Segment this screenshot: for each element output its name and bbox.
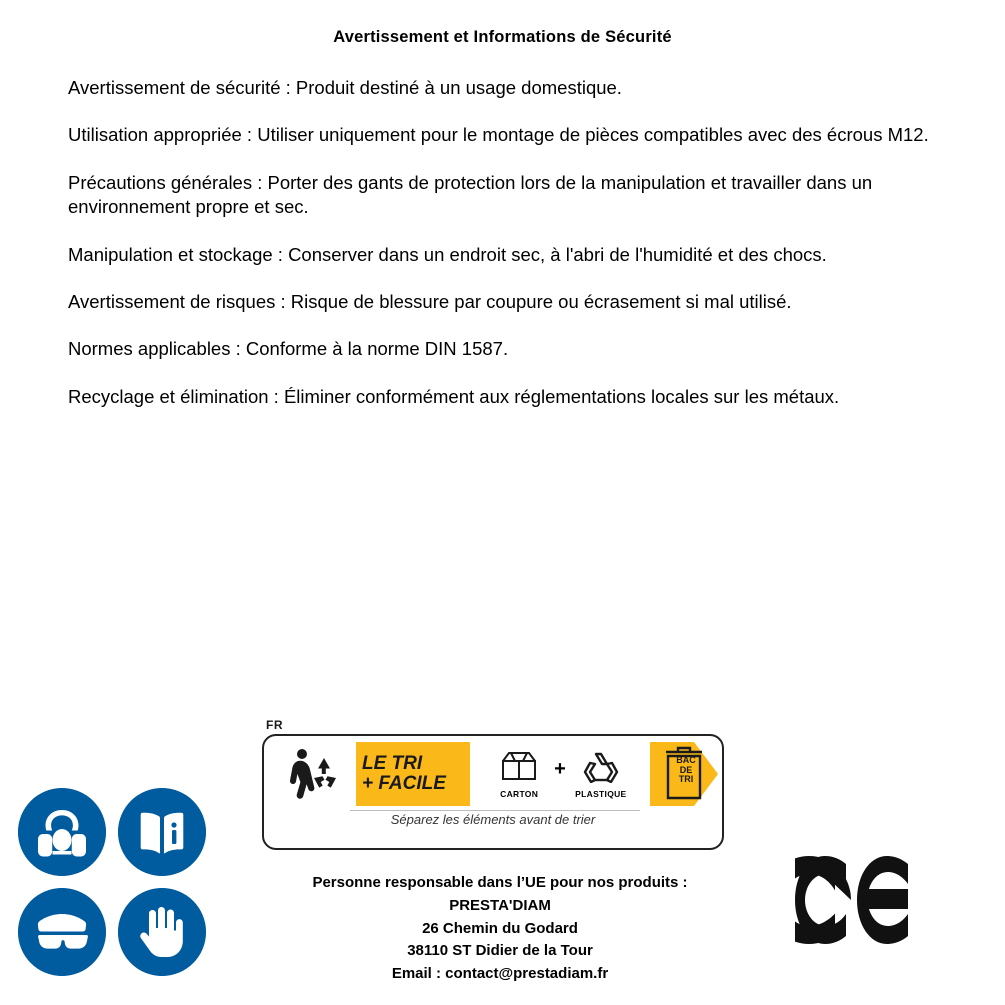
material-item-plastique: [572, 749, 630, 799]
carton-box-icon: [495, 770, 543, 787]
language-tag: FR: [266, 718, 283, 732]
safety-paragraph: Normes applicables : Conforme à la norme DIN 1587.: [68, 338, 509, 360]
safety-paragraph: Utilisation appropriée : Utiliser uniquement pour le montage de pièces compatibles avec des écrous M12.: [68, 124, 929, 146]
slogan-line-1: LE TRI: [362, 753, 423, 775]
ear-protection-icon: [18, 788, 106, 876]
ce-mark-icon: [795, 848, 955, 952]
material-item-carton: [490, 749, 548, 799]
email-line: Email : contact@prestadiam.fr: [391, 965, 609, 983]
slogan-line-2: + FACILE: [362, 773, 446, 794]
triman-box: [262, 734, 724, 850]
responsible-suffix: pour nos produits :: [545, 874, 688, 891]
banner-slogan: [362, 744, 466, 804]
responsible-prefix: Personne responsable dans l’: [312, 874, 526, 891]
responsible-person-block: [200, 872, 800, 986]
ue-abbreviation: UE: [525, 874, 546, 891]
bin-line-1: BAC: [676, 755, 696, 765]
banner-footer-text: Séparez les éléments avant de trier: [390, 812, 596, 827]
responsible-person-line: [200, 872, 800, 895]
safety-text-block: [68, 76, 958, 409]
material-label: CARTON: [500, 789, 539, 799]
page-title: Avertissement et Informations de Sécurité: [333, 28, 672, 46]
address-line-1: 26 Chemin du Godard: [422, 919, 578, 937]
triman-logo-icon: [264, 736, 356, 810]
address-line-2: 38110 ST Didier de la Tour: [407, 942, 593, 960]
bin-line-3: TRI: [678, 774, 694, 785]
hand-protection-icon: [118, 888, 206, 976]
safety-paragraph: Recyclage et élimination : Éliminer conformément aux réglementations locales sur les métaux.: [68, 385, 840, 407]
safety-paragraph: Avertissement de risques : Risque de blessure par coupure ou écrasement si mal utilisé.: [68, 291, 792, 313]
material-label: PLASTIQUE: [575, 789, 627, 799]
safety-paragraph: Avertissement de sécurité : Produit destiné à un usage domestique.: [68, 77, 622, 98]
material-items-panel: [470, 742, 650, 806]
banner-divider: [350, 810, 640, 811]
safety-paragraph: Manipulation et stockage : Conserver dans un endroit sec, à l'abri de l'humidité et des chocs.: [68, 243, 827, 265]
safety-paragraph: Précautions générales : Porter des gants de protection lors de la manipulation et travailler dans un environnement propre et sec.: [68, 171, 873, 218]
recycle-loop-icon: [577, 770, 625, 787]
mandatory-pictograms-group: [18, 788, 214, 984]
triman-recycling-banner: [262, 718, 722, 848]
eye-protection-icon: [18, 888, 106, 976]
company-name: PRESTA'DIAM: [449, 896, 551, 914]
read-instructions-icon: [118, 788, 206, 876]
bin-line-2: DE: [679, 764, 693, 775]
bin-label: [668, 756, 704, 785]
plus-separator: +: [554, 758, 566, 780]
